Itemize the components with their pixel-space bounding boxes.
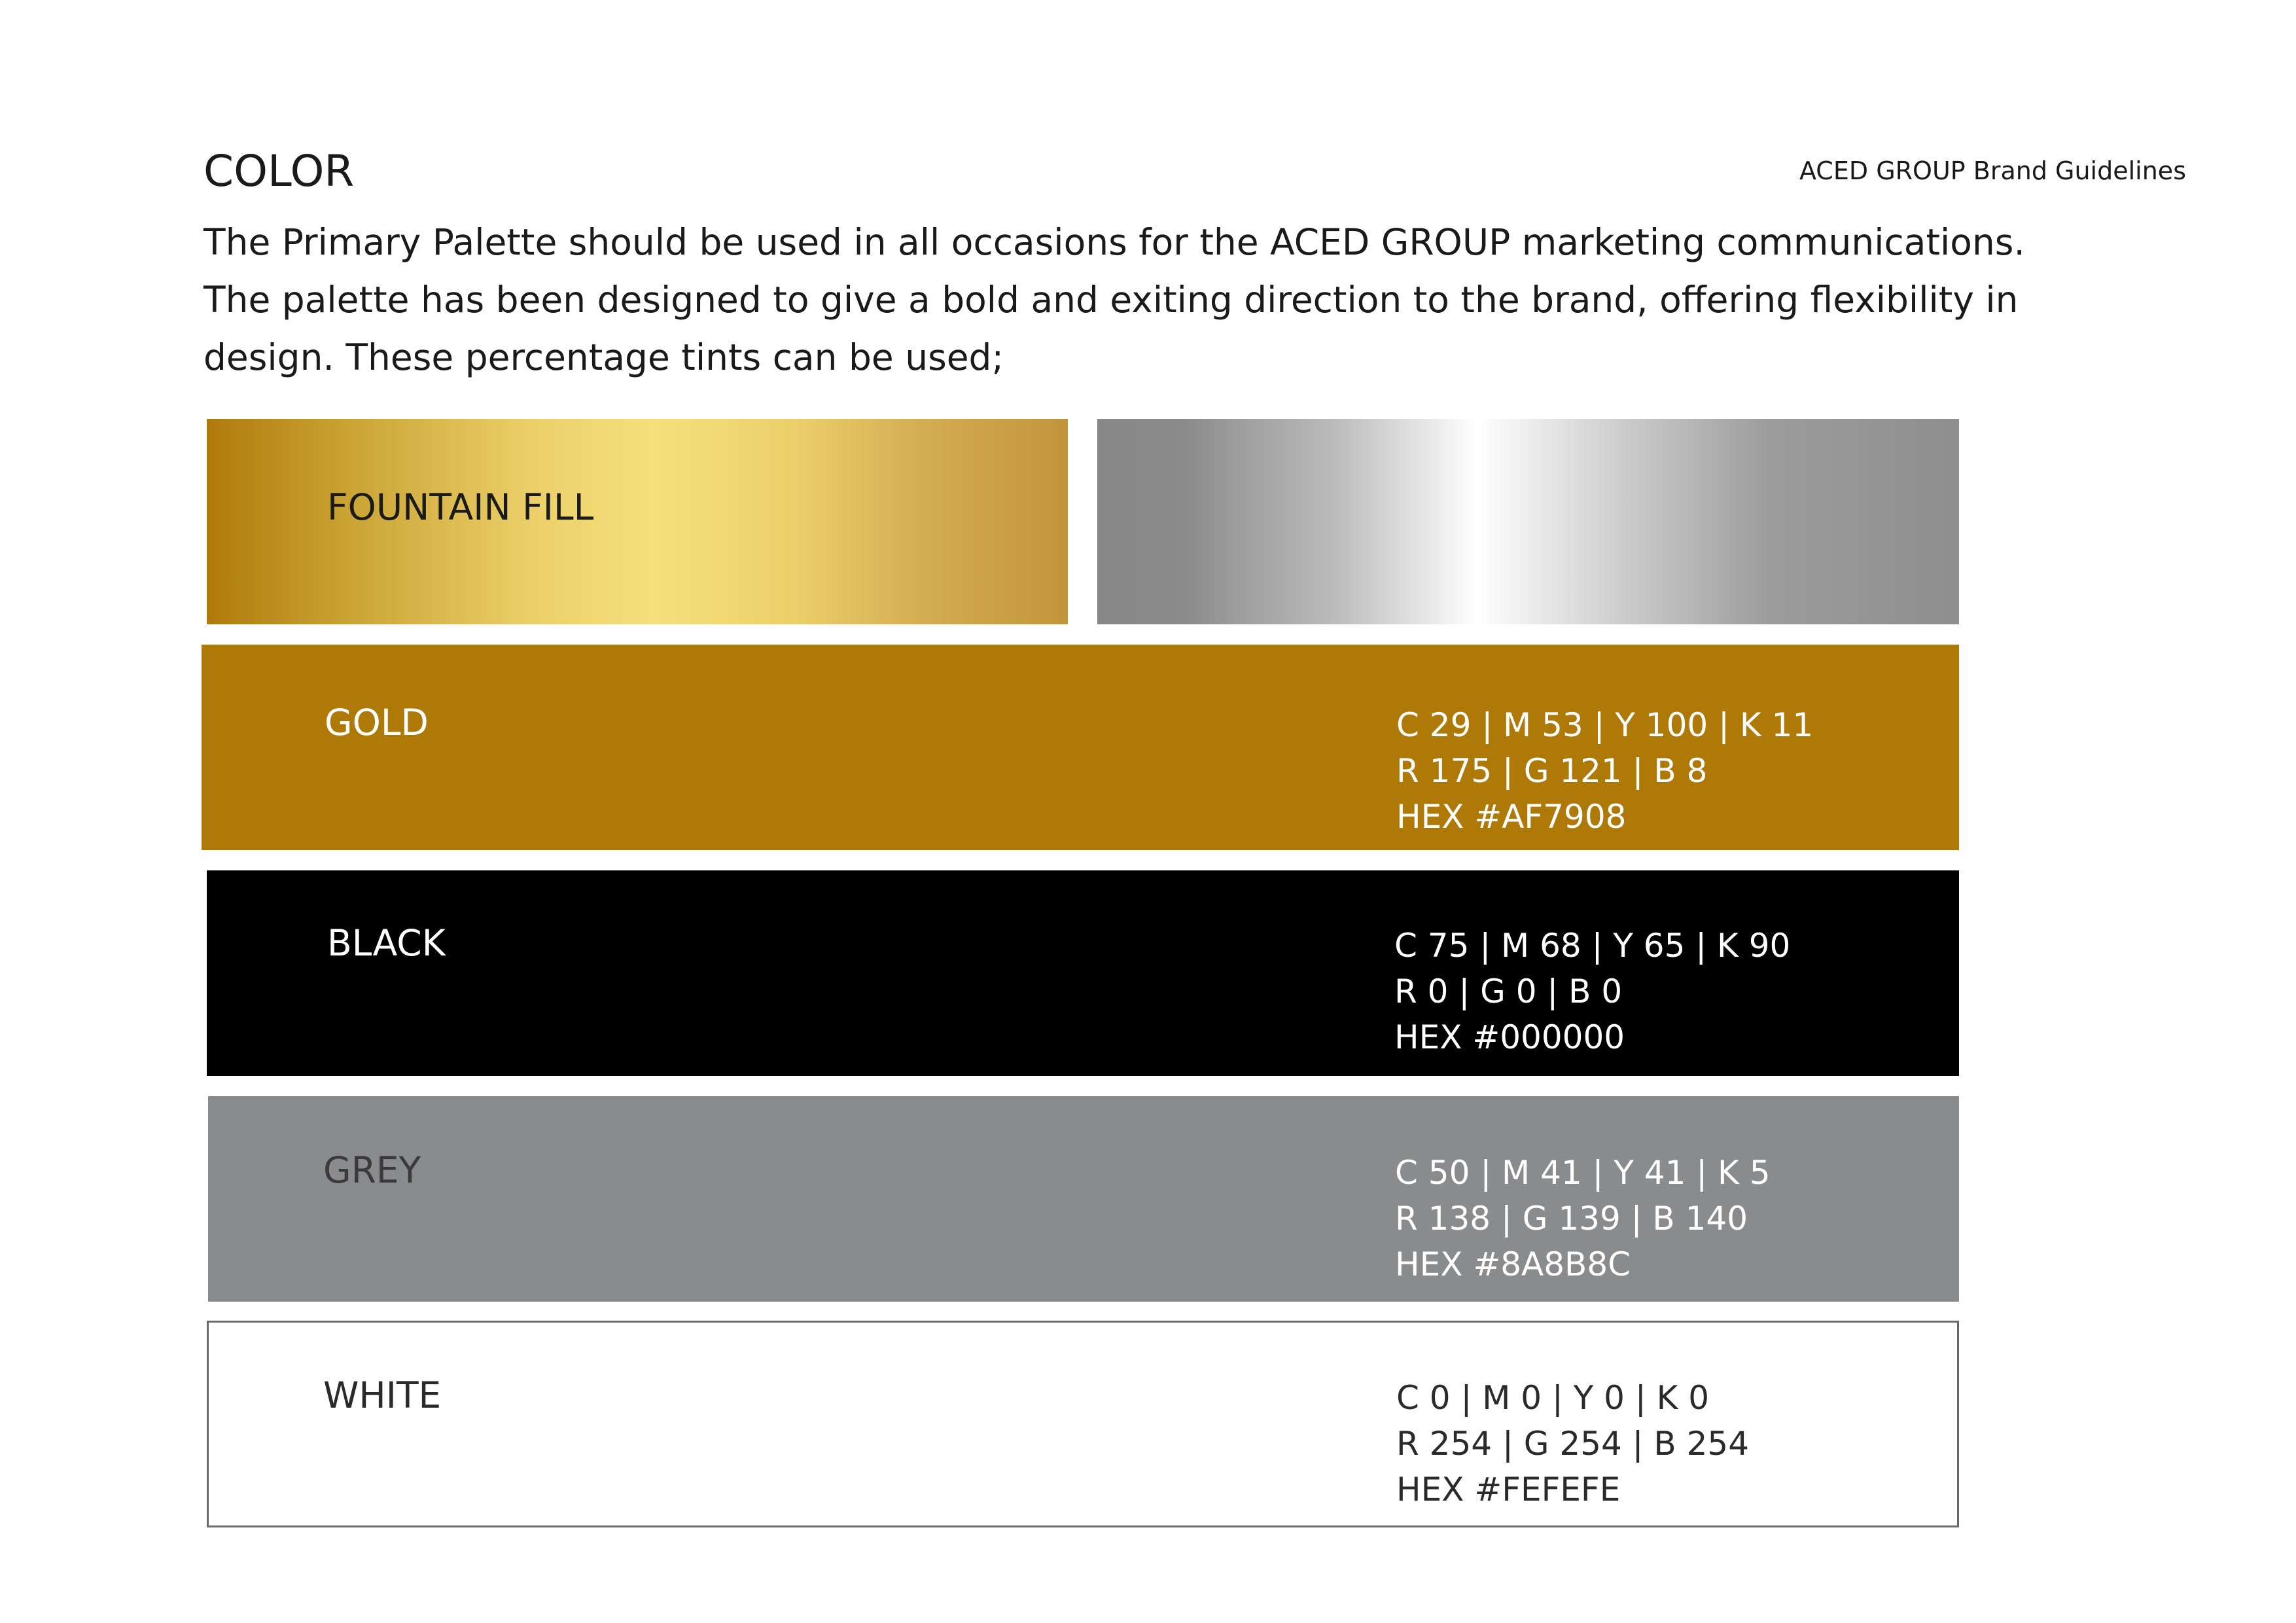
rgb-value: R 0 | G 0 | B 0 [1394,972,1623,1010]
swatch-specs [1396,702,1813,840]
hex-value: HEX #8A8B8C [1395,1245,1631,1283]
intro-line: design. These percentage tints can be used; [203,336,1004,378]
fountain-fill-gold-swatch [207,419,1068,624]
swatch-name: GREY [323,1149,421,1191]
page-title: COLOR [203,146,355,196]
intro-text [203,213,2101,386]
hex-value: HEX #000000 [1394,1018,1625,1056]
swatch-name: GOLD [325,702,429,743]
black-swatch [207,870,1959,1076]
swatch-name: WHITE [323,1374,442,1416]
swatch-specs [1395,1150,1771,1287]
cmyk-value: C 29 | M 53 | Y 100 | K 11 [1396,706,1814,744]
hex-value: HEX #AF7908 [1396,798,1627,836]
intro-line: The palette has been designed to give a bold and exiting direction to the brand, offering flexibility in [203,279,2019,321]
fountain-fill-label: FOUNTAIN FILL [327,486,594,528]
fountain-fill-silver-swatch [1097,419,1959,624]
grey-swatch [208,1096,1959,1302]
intro-line: The Primary Palette should be used in all occasions for the ACED GROUP marketing communications. [203,221,2025,263]
hex-value: HEX #FEFEFE [1396,1471,1621,1508]
rgb-value: R 254 | G 254 | B 254 [1396,1425,1750,1463]
gold-swatch [202,645,1959,850]
header-brand: ACED GROUP Brand Guidelines [1799,156,2186,185]
cmyk-value: C 0 | M 0 | Y 0 | K 0 [1396,1379,1710,1417]
swatch-specs [1396,1375,1749,1512]
swatch-specs [1394,923,1790,1060]
rgb-value: R 138 | G 139 | B 140 [1395,1200,1748,1238]
cmyk-value: C 50 | M 41 | Y 41 | K 5 [1395,1154,1771,1192]
rgb-value: R 175 | G 121 | B 8 [1396,752,1708,790]
swatch-name: BLACK [327,922,446,964]
cmyk-value: C 75 | M 68 | Y 65 | K 90 [1394,927,1791,965]
white-swatch [207,1321,1959,1527]
